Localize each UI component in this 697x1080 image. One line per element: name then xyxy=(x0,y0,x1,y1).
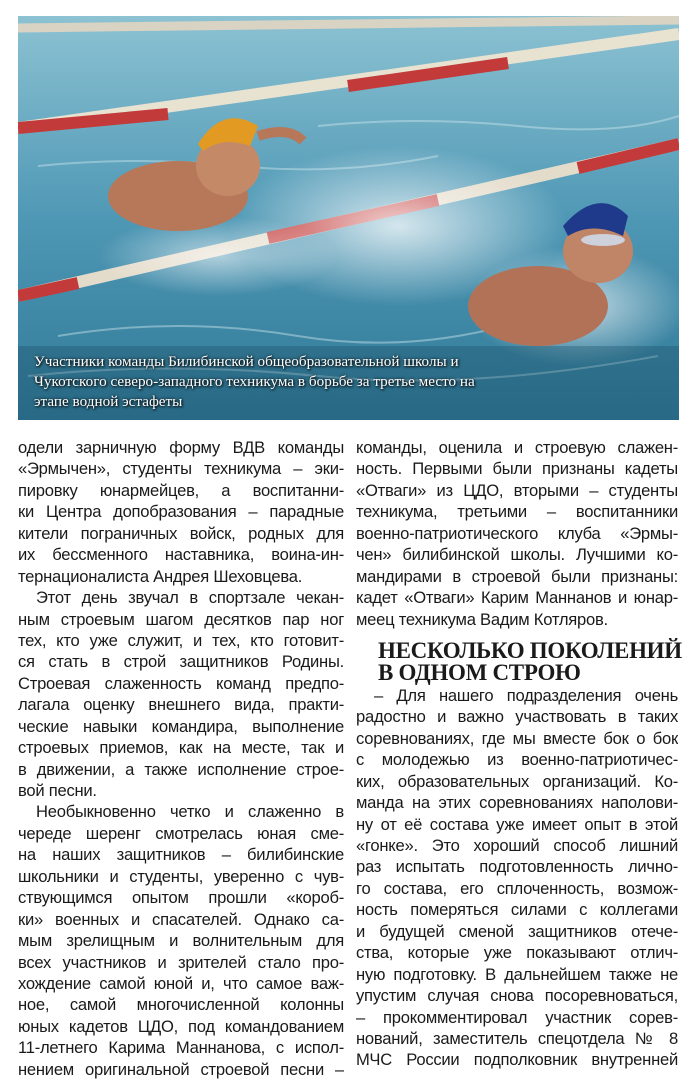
caption-line: этапе водной эстафеты xyxy=(34,393,183,410)
text-line: ность померяться силами с коллегами xyxy=(356,900,678,920)
text-line: Необыкновенно четко и слаженно в xyxy=(36,802,344,822)
text-line: команды, оценила и строевую слажен- xyxy=(356,438,678,457)
text-line: хождение самой юной и, что самое важ- xyxy=(18,973,344,993)
heading-line: В ОДНОМ СТРОЮ xyxy=(378,660,581,686)
text-line: Строевая слаженность команд предпо- xyxy=(18,673,344,693)
text-line: их бессменного наставника, воина-ин- xyxy=(18,545,344,565)
text-line: школьники и студенты, уверенно с чув- xyxy=(18,866,344,886)
text-line: в движении, а также исполнение строе- xyxy=(18,759,344,779)
text-line: ность. Первыми были признаны кадеты xyxy=(356,459,678,479)
text-line: раз испытать подготовленность лично- xyxy=(356,857,678,877)
swimmers-photo xyxy=(18,16,679,420)
text-line: манда на этих соревнованиях наполови- xyxy=(356,793,678,813)
text-line: чен» билибинской школы. Лучшими ко- xyxy=(356,545,678,565)
article-column-right xyxy=(356,437,682,1071)
heading-line: НЕСКОЛЬКО ПОКОЛЕНИЙ xyxy=(378,637,682,663)
text-line: мандирами в строевой были признаны: xyxy=(356,566,678,586)
text-line: тех, кто уже служит, и тех, кто готовит- xyxy=(18,630,344,650)
text-line: одели зарничную форму ВДВ команды xyxy=(18,438,344,457)
photo-caption xyxy=(34,352,654,412)
text-line: техникума, третьими – воспитанники xyxy=(356,502,678,522)
text-line: МЧС России подполковник внутренней xyxy=(356,1050,678,1070)
text-line: «Эрмычен», студенты техникума – эки- xyxy=(18,459,344,479)
text-line: нований, заместитель спецотдела № 8 xyxy=(356,1028,678,1048)
text-line: ся стать в строй защитников Родины. xyxy=(18,652,344,672)
text-line: Этот день звучал в спортзале чекан- xyxy=(36,588,344,608)
text-line: ну от её состава уже имеет опыт в этой xyxy=(356,814,678,834)
text-line: тернационалиста Андрея Шеховцева. xyxy=(18,566,303,586)
article-column-left xyxy=(18,437,344,1080)
text-line: «гонке». Это хороший способ лишний xyxy=(356,836,678,855)
text-line: соревнованиях, где мы вместе бок о бок xyxy=(356,728,678,748)
text-line: ствующимся опытом прошли «короб- xyxy=(18,888,344,908)
text-line: ное, самой многочисленной колонны xyxy=(18,995,344,1015)
text-line: – Для нашего подразделения очень xyxy=(374,685,678,705)
text-line: лагала оценку внешнего вида, практи- xyxy=(18,695,344,715)
text-line: ную подготовку. В дальнейшем также не xyxy=(356,964,678,984)
text-line: вой песни. xyxy=(18,781,97,800)
text-line: и будущей сменой защитников отече- xyxy=(356,921,678,941)
text-line: череде шеренг смотрелась юная сме- xyxy=(18,823,344,843)
text-line: кители пограничных войск, родных для xyxy=(18,523,344,543)
text-line: упустим случая снова посоревноваться, xyxy=(356,986,678,1006)
text-line: ческие навыки командира, выполнение xyxy=(18,716,344,736)
text-line: радостно и важно участвовать в таких xyxy=(356,707,678,727)
text-line: ких, образовательных организаций. Ко- xyxy=(356,771,678,791)
text-line: всех участников и зрителей стало про- xyxy=(18,952,344,972)
text-line: 11-летнего Карима Маннанова, с испол- xyxy=(18,1038,344,1058)
text-line: – прокомментировал участник сорев- xyxy=(356,1007,678,1027)
text-line: ным строевым шагом десятков пар ног xyxy=(18,609,344,629)
caption-line: Чукотского северо-западного техникума в борьбе за третье место на xyxy=(34,373,475,390)
text-line: ки» военных и спасателей. Однако са- xyxy=(18,909,344,929)
text-line: на наших защитников – билибинские xyxy=(18,845,344,865)
text-line: кадет «Отваги» Карим Маннанов и юнар- xyxy=(356,588,678,608)
text-line: пировку юнармейцев, а воспитанни- xyxy=(18,480,344,500)
caption-line: Участники команды Билибинской общеобразовательной школы и xyxy=(34,353,459,370)
text-line: строевых приемов, как на месте, так и xyxy=(18,738,344,758)
text-line: ки Центра допобразования – парадные xyxy=(18,502,344,522)
text-line: го состава, его сплоченность, возмож- xyxy=(356,878,678,898)
text-line: с молодежью из военно-патриотичес- xyxy=(356,750,678,770)
text-line: меец техникума Вадим Котляров. xyxy=(356,609,608,629)
text-line: нением оригинальной строевой песни – xyxy=(18,1059,344,1079)
text-line: ства, которые уже показывают отлич- xyxy=(356,943,678,963)
text-line: военно-патриотического клуба «Эрмы- xyxy=(356,523,678,543)
section-heading xyxy=(356,637,682,686)
text-line: «Отваги» из ЦДО, вторыми – студенты xyxy=(356,480,678,500)
text-line: юных кадетов ЦДО, под командованием xyxy=(18,1016,344,1036)
text-line: мым зрелищным и волнительным для xyxy=(18,931,344,951)
